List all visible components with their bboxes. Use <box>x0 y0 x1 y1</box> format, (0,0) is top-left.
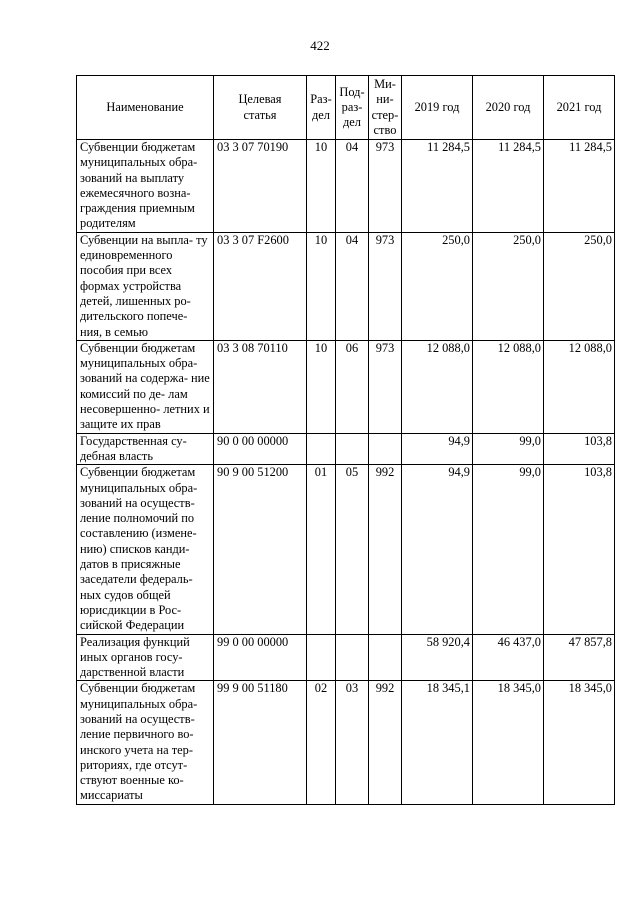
header-line: Целевая <box>238 92 282 107</box>
header-line: статья <box>243 107 277 122</box>
cell-name: Субвенции бюджетам муниципальных обра- зований на осуществ- ление полномочий по составлению (измене- нию) списков канди- датов в присяжные заседатели федераль- ных судов общей юрисдикции в Рос- сийской Федерации <box>77 465 214 634</box>
cell-name: Субвенции на выпла- ту единовременного пособия при всех формах устройства детей, лишенных ро- дительского попече- ния, в семью <box>77 232 214 340</box>
page-number: 422 <box>310 38 330 53</box>
cell-target-article: 03 3 07 70190 <box>214 140 307 233</box>
header-ministry <box>369 76 402 140</box>
cell-2019: 94,9 <box>402 465 473 634</box>
cell-target-article: 90 9 00 51200 <box>214 465 307 634</box>
cell-name: Субвенции бюджетам муниципальных обра- зований на осуществ- ление первичного во- инского учета на тер- риториях, где отсут- ствуют военные ко- миссариаты <box>77 681 214 804</box>
cell-2019: 12 088,0 <box>402 340 473 433</box>
cell-2019: 58 920,4 <box>402 634 473 681</box>
cell-name: Реализация функций иных органов госу- дарственной власти <box>77 634 214 681</box>
header-2020 <box>473 76 544 140</box>
cell-2020: 46 437,0 <box>473 634 544 681</box>
header-line: 2020 год <box>485 99 531 114</box>
cell-subsection <box>336 634 369 681</box>
cell-section: 10 <box>307 140 336 233</box>
table-row <box>77 465 615 634</box>
cell-2020: 250,0 <box>473 232 544 340</box>
budget-table <box>76 75 615 805</box>
cell-ministry: 973 <box>369 232 402 340</box>
cell-name: Субвенции бюджетам муниципальных обра- зований на содержа- ние комиссий по де- лам несовершенно- летних и защите их прав <box>77 340 214 433</box>
cell-target-article: 03 3 08 70110 <box>214 340 307 433</box>
cell-target-article: 03 3 07 F2600 <box>214 232 307 340</box>
cell-2021: 250,0 <box>544 232 615 340</box>
header-2021 <box>544 76 615 140</box>
cell-ministry <box>369 433 402 465</box>
cell-ministry: 973 <box>369 340 402 433</box>
header-name <box>77 76 214 140</box>
cell-2020: 11 284,5 <box>473 140 544 233</box>
cell-section <box>307 634 336 681</box>
header-line: ни- <box>376 92 394 107</box>
cell-2021: 18 345,0 <box>544 681 615 804</box>
table-header-row <box>77 76 615 140</box>
header-line: 2021 год <box>556 99 602 114</box>
header-section <box>307 76 336 140</box>
cell-2019: 11 284,5 <box>402 140 473 233</box>
cell-2019: 94,9 <box>402 433 473 465</box>
cell-name: Государственная су- дебная власть <box>77 433 214 465</box>
header-line: Раз- <box>310 92 332 107</box>
cell-ministry: 973 <box>369 140 402 233</box>
table-row <box>77 232 615 340</box>
header-target-article <box>214 76 307 140</box>
cell-subsection: 04 <box>336 232 369 340</box>
header-line: дел <box>312 107 330 122</box>
cell-2019: 18 345,1 <box>402 681 473 804</box>
header-line: Ми- <box>374 76 396 91</box>
cell-2019: 250,0 <box>402 232 473 340</box>
header-line: ство <box>373 122 397 137</box>
header-line: 2019 год <box>414 99 460 114</box>
cell-section: 10 <box>307 340 336 433</box>
cell-2021: 11 284,5 <box>544 140 615 233</box>
cell-2021: 47 857,8 <box>544 634 615 681</box>
cell-section <box>307 433 336 465</box>
table-row <box>77 634 615 681</box>
cell-ministry: 992 <box>369 465 402 634</box>
header-line: Под- <box>339 84 365 99</box>
cell-section: 01 <box>307 465 336 634</box>
cell-2020: 12 088,0 <box>473 340 544 433</box>
cell-2020: 99,0 <box>473 433 544 465</box>
table-row <box>77 340 615 433</box>
cell-2020: 99,0 <box>473 465 544 634</box>
table-row <box>77 140 615 233</box>
table-row <box>77 433 615 465</box>
cell-section: 10 <box>307 232 336 340</box>
cell-subsection: 03 <box>336 681 369 804</box>
header-line: раз- <box>341 99 363 114</box>
cell-ministry <box>369 634 402 681</box>
cell-subsection: 06 <box>336 340 369 433</box>
cell-2020: 18 345,0 <box>473 681 544 804</box>
header-line: дел <box>343 115 361 130</box>
cell-2021: 103,8 <box>544 465 615 634</box>
cell-ministry: 992 <box>369 681 402 804</box>
cell-name: Субвенции бюджетам муниципальных обра- зований на выплату ежемесячного возна- граждения приемным родителям <box>77 140 214 233</box>
cell-subsection: 05 <box>336 465 369 634</box>
cell-2021: 12 088,0 <box>544 340 615 433</box>
header-subsection <box>336 76 369 140</box>
header-line: Наименование <box>106 99 184 114</box>
cell-target-article: 90 0 00 00000 <box>214 433 307 465</box>
cell-section: 02 <box>307 681 336 804</box>
cell-target-article: 99 9 00 51180 <box>214 681 307 804</box>
table-row <box>77 681 615 804</box>
header-line: стер- <box>371 107 399 122</box>
cell-2021: 103,8 <box>544 433 615 465</box>
header-2019 <box>402 76 473 140</box>
cell-subsection <box>336 433 369 465</box>
cell-target-article: 99 0 00 00000 <box>214 634 307 681</box>
cell-subsection: 04 <box>336 140 369 233</box>
